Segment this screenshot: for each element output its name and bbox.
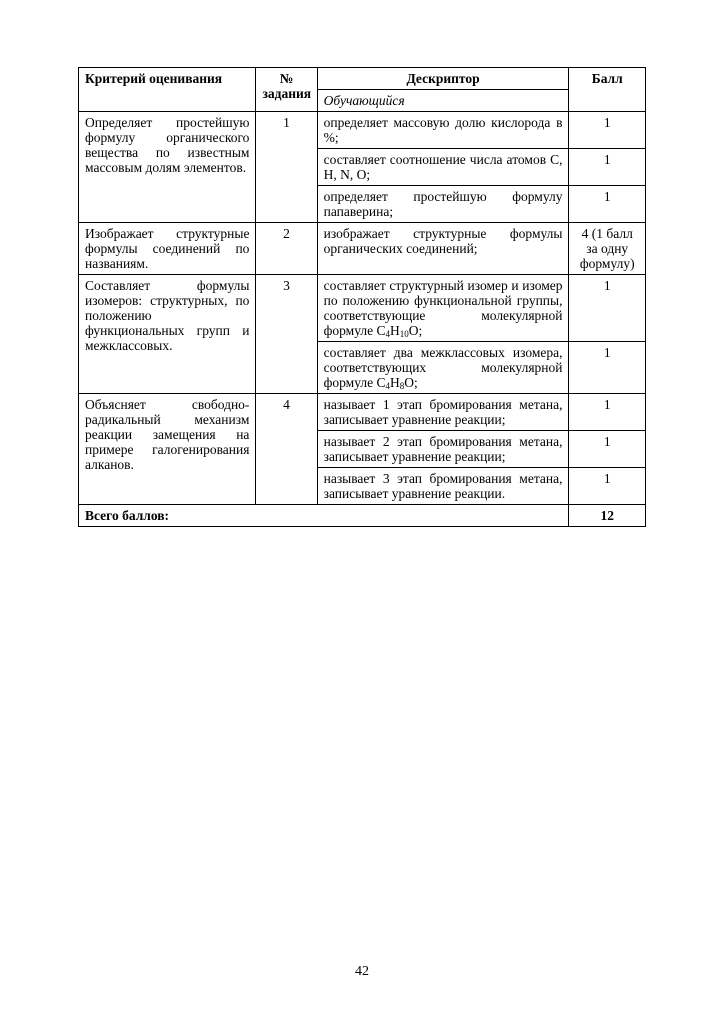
table-row [79,112,646,149]
formula-element: O; [408,323,423,338]
formula-subscript: 4 [385,329,390,339]
assessment-rubric-table [78,67,646,527]
header-learner: Обучающийся [317,90,569,112]
descriptor-text: составляет два межклассовых изомера, соответствующих молекулярной формуле C [323,345,563,390]
descriptor-cell: составляет соотношение числа атомов C, H, N, O; [317,149,569,186]
descriptor-cell: изображает структурные формулы органических соединений; [317,223,569,275]
formula-subscript: 10 [399,329,409,339]
score-cell: 1 [569,468,646,505]
formula-element: H [389,375,400,390]
score-cell: 1 [569,275,646,342]
formula-element: H [389,323,400,338]
score-cell: 1 [569,186,646,223]
descriptor-cell: называет 3 этап бромирования метана, записывает уравнение реакции. [317,468,569,505]
header-descriptor: Дескриптор [317,68,569,90]
formula-element: O; [404,375,418,390]
descriptor-cell [317,275,569,342]
descriptor-cell: определяет массовую долю кислорода в %; [317,112,569,149]
descriptor-cell: определяет простейшую формулу папаверина; [317,186,569,223]
total-label: Всего баллов: [79,505,569,527]
descriptor-cell [317,342,569,394]
header-task-number-word: задания [262,86,312,101]
task-number-cell: 2 [256,223,317,275]
criterion-cell: Объясняет свободно-радикальный механизм реакции замещения на примере галогенирования алканов. [79,394,256,505]
criterion-cell: Изображает структурные формулы соединений по названиям. [79,223,256,275]
score-cell: 1 [569,342,646,394]
score-cell: 1 [569,149,646,186]
page-number: 42 [355,964,369,979]
table-row [79,223,646,275]
header-task-number-symbol: № [279,71,294,86]
task-number-cell: 1 [256,112,317,223]
task-number-cell: 3 [256,275,317,394]
score-cell: 4 (1 балл за одну формулу) [569,223,646,275]
table-row [79,275,646,342]
table-row [79,394,646,431]
descriptor-text: составляет структурный изомер и изомер по положению функциональной группы, соответствующие молекулярной формуле C [323,278,563,338]
header-score: Балл [569,68,646,112]
score-cell: 1 [569,112,646,149]
total-row [79,505,646,527]
criterion-cell: Определяет простейшую формулу органического вещества по известным массовым долям элементов. [79,112,256,223]
criterion-cell: Составляет формулы изомеров: структурных, по положению функциональных групп и межклассовых. [79,275,256,394]
descriptor-cell: называет 2 этап бромирования метана, записывает уравнение реакции; [317,431,569,468]
total-value: 12 [569,505,646,527]
formula-subscript: 4 [385,381,390,391]
formula-subscript: 8 [399,381,405,391]
descriptor-cell: называет 1 этап бромирования метана, записывает уравнение реакции; [317,394,569,431]
table-header-row [79,68,646,90]
task-number-cell: 4 [256,394,317,505]
score-cell: 1 [569,431,646,468]
score-cell: 1 [569,394,646,431]
header-task-number [256,68,317,112]
header-criterion: Критерий оценивания [79,68,256,112]
